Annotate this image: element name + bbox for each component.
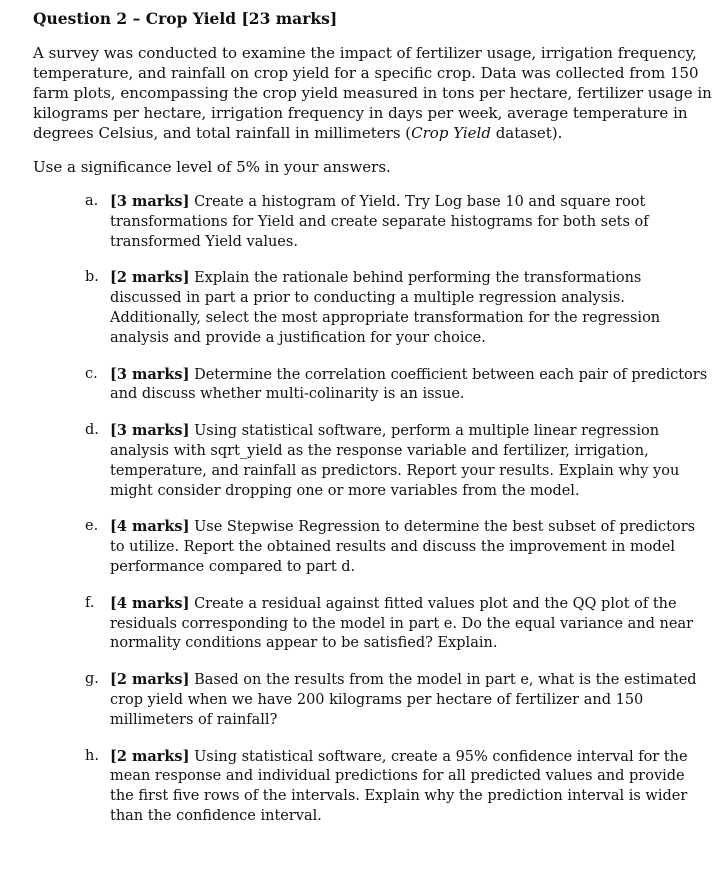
question-letter: b. <box>85 269 99 286</box>
intro-paragraph <box>33 43 712 143</box>
question-letter: h. <box>85 747 99 764</box>
sub-question-c <box>33 365 712 406</box>
sub-question-g <box>33 670 712 730</box>
sub-question-h <box>33 747 712 827</box>
question-letter: g. <box>85 671 99 688</box>
sub-question-list <box>33 192 712 827</box>
question-letter: a. <box>85 193 99 209</box>
question-text: Create a histogram of Yield. Try Log base 10 and square root transformations for Yield and create separate histograms for both sets of transformed Yield values. <box>110 194 649 250</box>
question-text: Using statistical software, create a 95% confidence interval for the mean response and individual predictions for all predicted values and provide the first five rows of the intervals. Explain why the prediction interval is wider than the confidence interval. <box>110 748 688 824</box>
intro-text-before: A survey was conducted to examine the impact of fertilizer usage, irrigation frequency, temperature, and rainfall on crop yield for a specific crop. Data was collected from 150 farm plots, encompassing the crop yield measured in tons per hectare, fertilizer usage in kilograms per hectare, irrigation frequency in days per week, average temperature in degrees Celsius, and total rainfall in millimeters ( <box>33 44 712 142</box>
question-marks: [2 marks] <box>110 747 190 765</box>
question-marks: [2 marks] <box>110 671 190 689</box>
question-letter: c. <box>85 365 98 382</box>
question-text: Use Stepwise Regression to determine the best subset of predictors to utilize. Report the obtained results and discuss the improvement in model performance compared to part d. <box>110 519 696 575</box>
significance-level-note: Use a significance level of 5% in your answers. <box>33 158 391 176</box>
question-marks: [4 marks] <box>110 594 190 612</box>
question-text: Explain the rationale behind performing the transformations discussed in part a prior to conducting a multiple regression analysis. Additionally, select the most appropriate transformation for the regression analysis and provide a justification for your choice. <box>110 270 661 346</box>
question-marks: [4 marks] <box>110 518 190 536</box>
dataset-name: Crop Yield <box>411 124 491 142</box>
sub-question-b <box>33 268 712 348</box>
sub-question-e <box>33 517 712 577</box>
question-marks: [2 marks] <box>110 269 190 287</box>
sub-question-f <box>33 594 712 654</box>
question-letter: d. <box>85 422 99 439</box>
question-marks: [3 marks] <box>110 365 190 383</box>
question-letter: e. <box>85 518 99 535</box>
question-marks: [3 marks] <box>110 422 190 440</box>
question-text: Based on the results from the model in part e, what is the estimated crop yield when we have 200 kilograms per hectare of fertilizer and 150 millimeters of rainfall? <box>110 672 697 728</box>
question-letter: f. <box>85 594 95 611</box>
question-text: Create a residual against fitted values plot and the QQ plot of the residuals corresponding to the model in part e. Do the equal variance and near normality conditions appear to be satisfied? Explain. <box>110 595 694 652</box>
question-title: Question 2 – Crop Yield [23 marks] <box>33 9 338 28</box>
sub-question-a <box>33 192 712 252</box>
question-text: Determine the correlation coefficient between each pair of predictors and discuss whether multi-colinarity is an issue. <box>110 366 708 403</box>
question-marks: [3 marks] <box>110 193 190 210</box>
intro-text-after: dataset). <box>490 124 563 142</box>
question-text: Using statistical software, perform a multiple linear regression analysis with sqrt_yield as the response variable and fertilizer, irrigation, temperature, and rainfall as predictors. Report your results. Explain why you might consider dropping one or more variables from the model. <box>110 423 680 499</box>
sub-question-d <box>33 421 712 501</box>
